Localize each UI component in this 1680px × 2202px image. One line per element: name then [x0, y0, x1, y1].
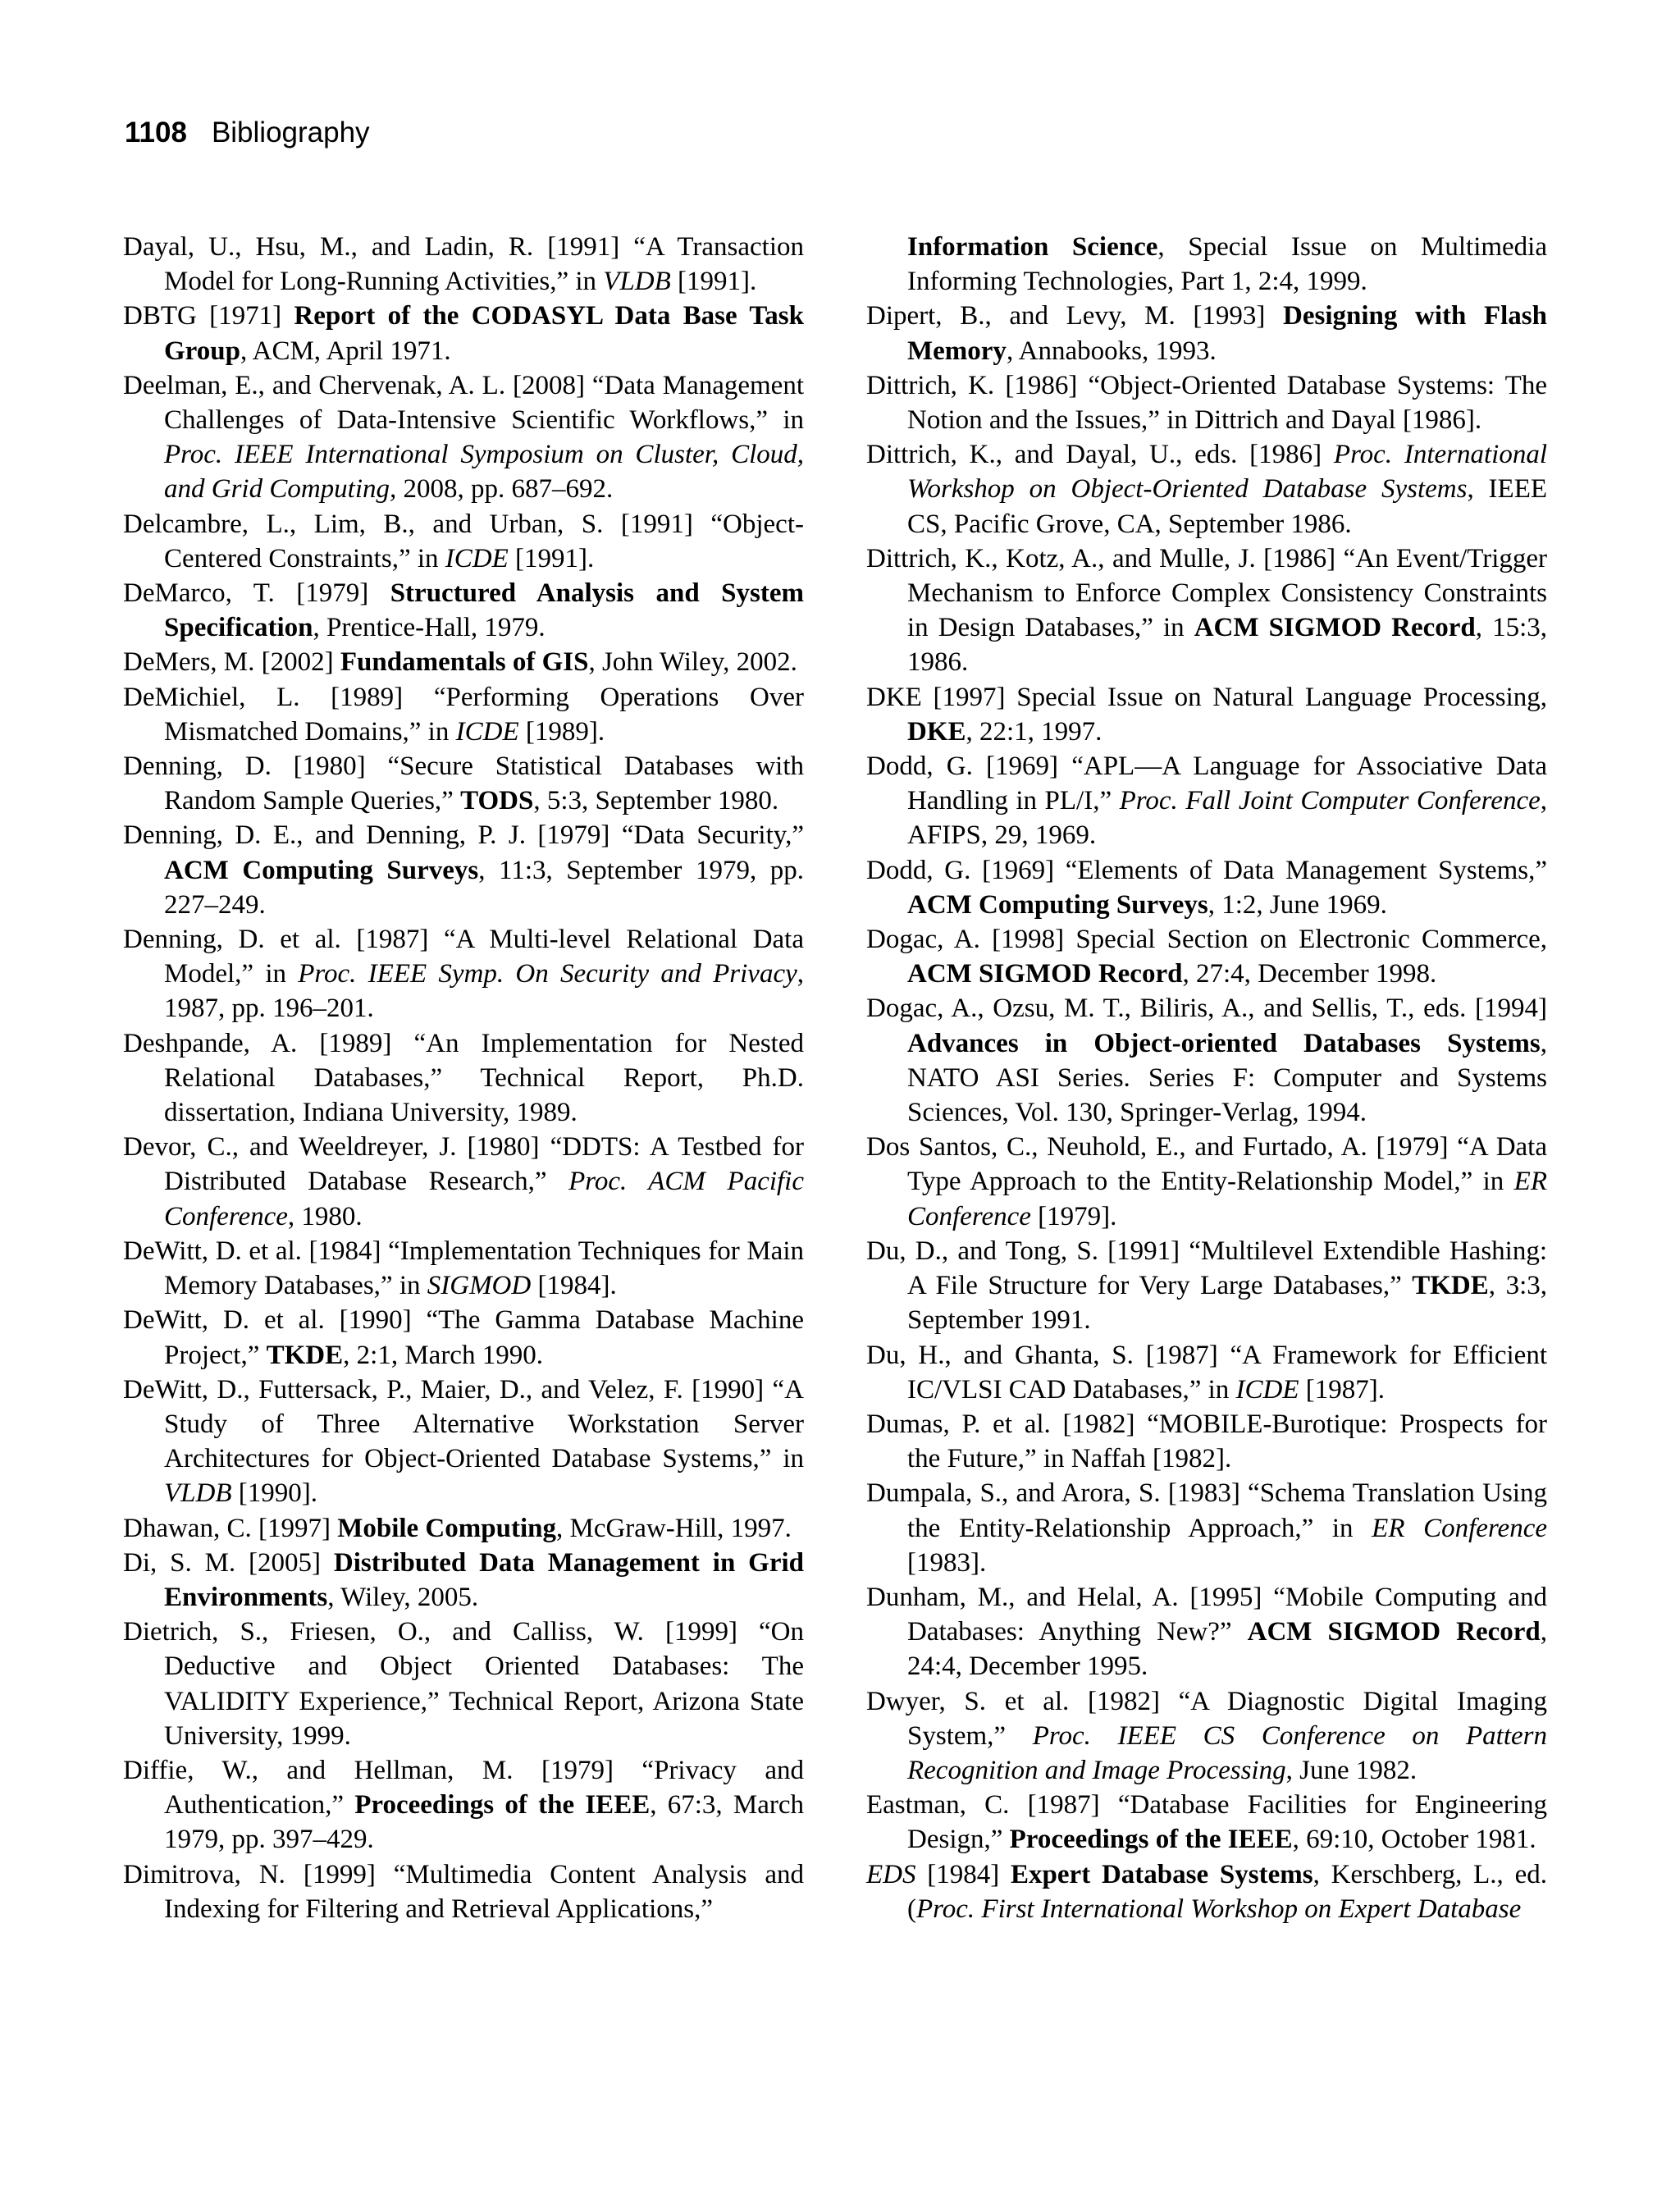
reference-text: , 11:3, September 1979, pp. 227–249.	[164, 855, 804, 920]
left-column	[123, 230, 804, 1926]
reference-text: Eastman, C. [1987] “Database Facilities for Engineering Design,”	[866, 1790, 1547, 1855]
reference-entry	[123, 1373, 804, 1511]
reference-text: , Prentice-Hall, 1979.	[313, 613, 546, 643]
bold-text: Structured Analysis and System Specification	[164, 578, 804, 643]
reference-text: DKE [1997] Special Issue on Natural Language Processing,	[866, 682, 1547, 712]
reference-text: , AFIPS, 29, 1969.	[907, 786, 1547, 851]
reference-text: [1991].	[508, 543, 595, 573]
bold-text: TODS	[460, 786, 534, 816]
reference-text: , Special Issue on Multimedia Informing Technologies, Part 1, 2:4, 1999.	[907, 232, 1547, 297]
reference-text: Dimitrova, N. [1999] “Multimedia Content Analysis and Indexing for Filtering and Retrieval Applications,”	[123, 1859, 804, 1924]
reference-entry	[123, 645, 804, 679]
reference-text: , IEEE CS, Pacific Grove, CA, September 1986.	[907, 474, 1548, 539]
reference-text: Dhawan, C. [1997]	[123, 1513, 338, 1543]
reference-text: [1979].	[1030, 1201, 1117, 1231]
reference-text: DeMers, M. [2002]	[123, 647, 340, 678]
reference-entry	[123, 1130, 804, 1234]
reference-text: [1983].	[907, 1547, 987, 1578]
reference-text: Dos Santos, C., Neuhold, E., and Furtado, A. [1979] “A Data Type Approach to the Entity-Relationship Model,” in	[866, 1132, 1547, 1197]
reference-entry	[123, 1546, 804, 1615]
reference-text: Dittrich, K. [1986] “Object-Oriented Database Systems: The Notion and the Issues,” in Dittrich and Dayal [1986].	[866, 370, 1547, 436]
reference-entry	[866, 1857, 1547, 1926]
reference-entry	[123, 1511, 804, 1546]
italic-text: ER Conference	[907, 1167, 1547, 1231]
reference-text: Denning, D. [1980] “Secure Statistical Databases with Random Sample Queries,”	[123, 752, 804, 816]
reference-entry	[866, 680, 1547, 749]
bold-text: TKDE	[1412, 1271, 1489, 1301]
reference-entry	[866, 1684, 1547, 1789]
reference-text: Diffie, W., and Hellman, M. [1979] “Privacy and Authentication,”	[123, 1755, 804, 1821]
bold-text: Fundamentals of GIS	[340, 647, 589, 678]
reference-text: , 1:2, June 1969.	[1208, 889, 1387, 920]
italic-text: ICDE	[1235, 1374, 1299, 1405]
reference-text: DBTG [1971]	[123, 301, 294, 331]
section-title: Bibliography	[211, 116, 370, 148]
reference-entry	[123, 230, 804, 299]
reference-entry	[866, 1234, 1547, 1338]
italic-text: EDS	[866, 1859, 916, 1889]
reference-entry	[123, 507, 804, 576]
bold-text: TKDE	[266, 1340, 344, 1370]
reference-text: , 15:3, 1986.	[907, 613, 1548, 678]
bold-text: Mobile Computing	[337, 1513, 556, 1543]
reference-text: , ACM, April 1971.	[240, 336, 451, 366]
reference-entry	[123, 1857, 804, 1926]
italic-text: Proc. ACM Pacific Conference	[164, 1167, 804, 1231]
reference-entry	[866, 749, 1547, 853]
reference-entry	[123, 818, 804, 922]
reference-text: , Kerschberg, L., ed. (	[907, 1859, 1547, 1924]
reference-text: , Wiley, 2005.	[327, 1582, 479, 1612]
bold-text: Designing with Flash Memory	[907, 301, 1547, 366]
reference-text: Deshpande, A. [1989] “An Implementation for Nested Relational Databases,” Technical Report, Ph.D. dissertation, Indiana University, 1989.	[123, 1028, 804, 1128]
bold-text: ACM SIGMOD Record	[1247, 1617, 1541, 1647]
reference-text: DeMichiel, L. [1989] “Performing Operations Over Mismatched Domains,” in	[123, 682, 804, 747]
reference-entry	[866, 853, 1547, 922]
reference-text: [1990].	[231, 1478, 317, 1509]
reference-text: Dodd, G. [1969] “APL—A Language for Associative Data Handling in PL/I,”	[866, 752, 1547, 816]
reference-entry	[866, 1580, 1547, 1684]
reference-text: Dayal, U., Hsu, M., and Ladin, R. [1991] “A Transaction Model for Long-Running Activities,” in	[123, 232, 804, 297]
reference-text: Dittrich, K., Kotz, A., and Mulle, J. [1986] “An Event/Trigger Mechanism to Enforce Complex Consistency Constraints in Design Databases,” in	[866, 543, 1547, 643]
reference-entry	[866, 437, 1547, 541]
reference-entry	[123, 680, 804, 749]
italic-text: VLDB	[164, 1478, 232, 1509]
reference-entry	[123, 1303, 804, 1372]
bold-text: Advances in Object-oriented Databases Systems	[907, 1028, 1541, 1058]
reference-text: Dumpala, S., and Arora, S. [1983] “Schema Translation Using the Entity-Relationship Approach,” in	[866, 1478, 1547, 1543]
bold-text: Expert Database Systems	[1011, 1859, 1313, 1889]
reference-entry	[866, 1476, 1547, 1580]
bold-text: ACM Computing Surveys	[907, 889, 1208, 920]
reference-text: Du, D., and Tong, S. [1991] “Multilevel Extendible Hashing: A File Structure for Very Large Databases,”	[866, 1236, 1547, 1301]
reference-text: [1991].	[670, 267, 757, 297]
right-column	[866, 230, 1547, 1926]
reference-text: , 22:1, 1997.	[966, 716, 1102, 747]
reference-text: , John Wiley, 2002.	[588, 647, 797, 678]
reference-entry	[866, 1407, 1547, 1476]
italic-text: ICDE	[445, 543, 509, 573]
reference-entry	[866, 922, 1547, 991]
reference-entry	[866, 368, 1547, 437]
reference-text: Deelman, E., and Chervenak, A. L. [2008] “Data Management Challenges of Data-Intensive Scientific Workflows,” in	[123, 370, 804, 436]
bold-text: DKE	[907, 716, 966, 747]
reference-continuation	[866, 230, 1547, 299]
reference-text: , 3:3, September 1991.	[907, 1271, 1547, 1336]
reference-text: Dogac, A. [1998] Special Section on Electronic Commerce,	[866, 925, 1547, 955]
bold-text: Report of the CODASYL Data Base Task Group	[164, 301, 804, 366]
reference-text: Dunham, M., and Helal, A. [1995] “Mobile Computing and Databases: Anything New?”	[866, 1582, 1547, 1647]
reference-text: Delcambre, L., Lim, B., and Urban, S. [1991] “Object-Centered Constraints,” in	[123, 509, 804, 573]
reference-text: DeWitt, D. et al. [1990] “The Gamma Database Machine Project,”	[123, 1305, 804, 1370]
reference-text: , 24:4, December 1995.	[907, 1617, 1547, 1682]
reference-entry	[866, 1130, 1547, 1234]
reference-text: Dogac, A., Ozsu, M. T., Biliris, A., and Sellis, T., eds. [1994]	[866, 994, 1547, 1024]
reference-entry	[123, 576, 804, 645]
reference-text: , Annabooks, 1993.	[1006, 336, 1217, 366]
italic-text: Proc. IEEE Symp. On Security and Privacy	[298, 959, 797, 989]
italic-text: Proc. Fall Joint Computer Conference	[1119, 786, 1541, 816]
reference-text: , 69:10, October 1981.	[1292, 1825, 1536, 1855]
reference-text: [1984]	[915, 1859, 1011, 1889]
reference-text: 2008, pp. 687–692.	[396, 474, 614, 505]
italic-text: SIGMOD	[427, 1271, 532, 1301]
italic-text: Proc. First International Workshop on Expert Database	[916, 1894, 1522, 1924]
reference-entry	[123, 299, 804, 368]
reference-entry	[123, 1615, 804, 1753]
italic-text: Proc. IEEE International Symposium on Cluster, Cloud, and Grid Computing,	[164, 440, 804, 505]
reference-entry	[866, 299, 1547, 368]
italic-text: ICDE	[455, 716, 519, 747]
reference-entry	[866, 991, 1547, 1130]
reference-entry	[123, 1026, 804, 1131]
reference-entry	[866, 541, 1547, 680]
reference-text: Dietrich, S., Friesen, O., and Calliss, W. [1999] “On Deductive and Object Oriented Databases: The VALIDITY Experience,” Technical Report, Arizona State University, 1999.	[123, 1617, 804, 1751]
italic-text: ER Conference	[1372, 1513, 1548, 1543]
reference-text: Du, H., and Ghanta, S. [1987] “A Framework for Efficient IC/VLSI CAD Databases,” in	[866, 1340, 1547, 1405]
bold-text: Information Science	[907, 232, 1158, 262]
reference-text: DeMarco, T. [1979]	[123, 578, 390, 609]
running-head	[125, 116, 370, 149]
reference-text: Dwyer, S. et al. [1982] “A Diagnostic Digital Imaging System,”	[866, 1686, 1547, 1751]
reference-text: Devor, C., and Weeldreyer, J. [1980] “DDTS: A Testbed for Distributed Database Research,”	[123, 1132, 804, 1197]
bold-text: ACM Computing Surveys	[164, 855, 479, 885]
reference-text: , 67:3, March 1979, pp. 397–429.	[164, 1790, 804, 1855]
reference-entry	[123, 368, 804, 507]
reference-entry	[866, 1788, 1547, 1857]
reference-text: Di, S. M. [2005]	[123, 1547, 334, 1578]
reference-text: , June 1982.	[1285, 1755, 1418, 1785]
page-number: 1108	[125, 116, 187, 148]
italic-text: VLDB	[603, 267, 671, 297]
italic-text: Proc. IEEE CS Conference on Pattern Recognition and Image Processing	[907, 1720, 1548, 1785]
bold-text: Proceedings of the IEEE	[354, 1790, 651, 1821]
reference-text: , 27:4, December 1998.	[1182, 959, 1437, 989]
reference-text: , McGraw-Hill, 1997.	[555, 1513, 792, 1543]
reference-entry	[123, 1234, 804, 1303]
reference-text: DeWitt, D., Futtersack, P., Maier, D., and Velez, F. [1990] “A Study of Three Alternative Workstation Server Architectures for Object-Oriented Database Systems,” in	[123, 1374, 804, 1474]
reference-text: , 5:3, September 1980.	[533, 786, 779, 816]
reference-text: Dumas, P. et al. [1982] “MOBILE-Burotique: Prospects for the Future,” in Naffah [1982].	[866, 1409, 1547, 1474]
reference-entry	[123, 1753, 804, 1857]
reference-text: DeWitt, D. et al. [1984] “Implementation Techniques for Main Memory Databases,” in	[123, 1236, 804, 1301]
reference-text: Dittrich, K., and Dayal, U., eds. [1986]	[866, 440, 1334, 470]
bold-text: Distributed Data Management in Grid Environments	[164, 1547, 804, 1612]
reference-text: [1989].	[518, 716, 605, 747]
reference-text: Dipert, B., and Levy, M. [1993]	[866, 301, 1283, 331]
italic-text: Proc. International Workshop on Object-Oriented Database Systems	[907, 440, 1548, 505]
reference-text: , 1987, pp. 196–201.	[164, 959, 804, 1024]
reference-text: , 2:1, March 1990.	[343, 1340, 543, 1370]
reference-text: [1987].	[1299, 1374, 1385, 1405]
reference-text: [1984].	[531, 1271, 617, 1301]
reference-entry	[123, 749, 804, 818]
reference-text: Denning, D. et al. [1987] “A Multi-level Relational Data Model,” in	[123, 925, 804, 989]
reference-text: , 1980.	[287, 1201, 363, 1231]
reference-text: , NATO ASI Series. Series F: Computer and Systems Sciences, Vol. 130, Springer-Verlag, 1994.	[907, 1028, 1547, 1128]
reference-text: Dodd, G. [1969] “Elements of Data Management Systems,”	[866, 855, 1547, 885]
reference-entry	[123, 922, 804, 1026]
bold-text: ACM SIGMOD Record	[1194, 613, 1476, 643]
bold-text: Proceedings of the IEEE	[1009, 1825, 1293, 1855]
reference-text: Denning, D. E., and Denning, P. J. [1979] “Data Security,”	[123, 820, 804, 851]
bold-text: ACM SIGMOD Record	[907, 959, 1183, 989]
reference-entry	[866, 1338, 1547, 1407]
